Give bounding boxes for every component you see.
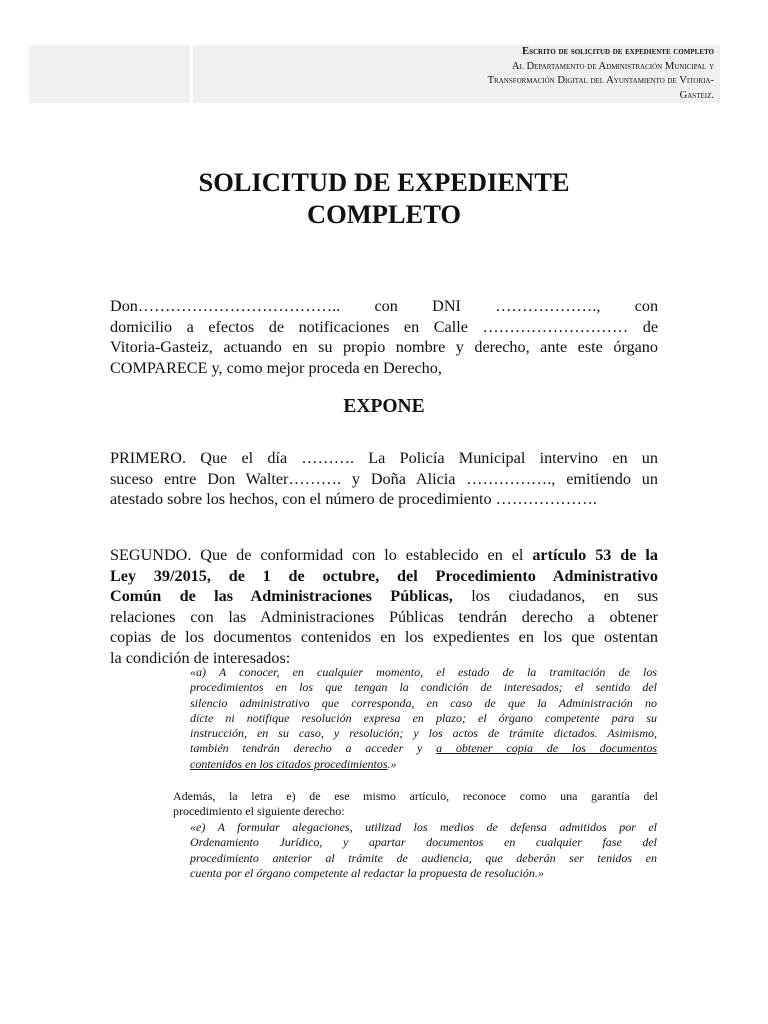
quote-a-line-3: silencio administrativo que corresponda, en caso de que la Administración no [190,695,657,710]
title-line-2: COMPLETO [306,199,462,229]
intro-line-2: domicilio a efectos de notificaciones en Calle ……………………… de [110,317,658,336]
quote-e-line-1: «e) A formular alegaciones, utilizad los medios de defensa admitidos por el [190,820,657,834]
quote-e-line-3: procedimiento anterior al trámite de audiencia, que deberán ser tenidos en [190,850,657,865]
segundo-line-6: la condición de interesados: [110,648,291,667]
header-line-2: Al Departamento de Administración Municipal y [511,60,714,72]
quote-e-line-4: cuenta por el órgano competente al redactar la propuesta de resolución.» [190,865,544,880]
quote-article-e [190,820,657,881]
quote-a-line-5: instrucción, en su caso, y resolución; y los actos de trámite dictados. Asimismo, [190,726,657,741]
ademas-line-1: Además, la letra e) de ese mismo artículo, reconoce como una garantía del [173,789,658,803]
ademas-line-2: procedimiento el siguiente derecho: [173,804,345,819]
expone-heading: EXPONE [343,396,425,417]
intro-line-4: COMPARECE y, como mejor proceda en Derecho, [110,358,442,377]
intro-line-1: Don……………………………….. con DNI ………………., con [110,297,659,315]
segundo-line-5: copias de los documentos contenidos en los expedientes en los que ostentan [110,628,658,647]
header-line-3: Transformación Digital del Ayuntamiento de Vitoria- [487,75,714,86]
segundo-paragraph [110,545,658,669]
quote-article-a [190,665,657,772]
primero-line-3: atestado sobre los hechos, con el número de procedimiento ………………. [110,490,597,509]
quote-a-line-7: contenidos en los citados procedimientos.» [190,756,397,771]
quote-a-line-1: «a) A conocer, en cualquier momento, el estado de la tramitación de los [190,665,657,679]
intro-paragraph [110,296,658,378]
quote-a-line-4: dicte ni notifique resolución expresa en plazo; el órgano competente para su [190,710,657,725]
header-line-1: Escrito de solicitud de expediente completo [522,46,714,57]
header-left-cell [29,45,190,103]
primero-paragraph [110,448,658,510]
quote-a-line-2: procedimientos en los que tengan la condición de interesados; el sentido del [190,680,657,695]
ademas-paragraph [173,789,658,820]
segundo-line-2: Ley 39/2015, de 1 de octubre, del Procedimiento Administrativo [110,566,658,585]
segundo-line-3: Común de las Administraciones Públicas, los ciudadanos, en sus [110,587,658,606]
document-title [110,166,658,230]
segundo-line-4: relaciones con las Administraciones Públicas tendrán derecho a obtener [110,607,658,626]
header-text [194,45,714,103]
quote-a-line-6: también tendrán derecho a acceder y a obtener copia de los documentos [190,741,658,756]
header-line-4: Gasteiz. [679,89,714,101]
title-line-1: SOLICITUD DE EXPEDIENTE [198,167,570,197]
quote-e-line-2: Ordenamiento Jurídico, y apartar documentos en cualquier fase del [190,835,657,850]
primero-line-1: PRIMERO. Que el día ………. La Policía Municipal intervino en un [110,449,658,467]
primero-line-2: suceso entre Don Walter………. y Doña Alicia ……………., emitiendo un [110,469,658,488]
intro-line-3: Vitoria-Gasteiz, actuando en su propio nombre y derecho, ante este órgano [110,338,658,357]
segundo-line-1: SEGUNDO. Que de conformidad con lo establecido en el artículo 53 de la [110,546,658,564]
